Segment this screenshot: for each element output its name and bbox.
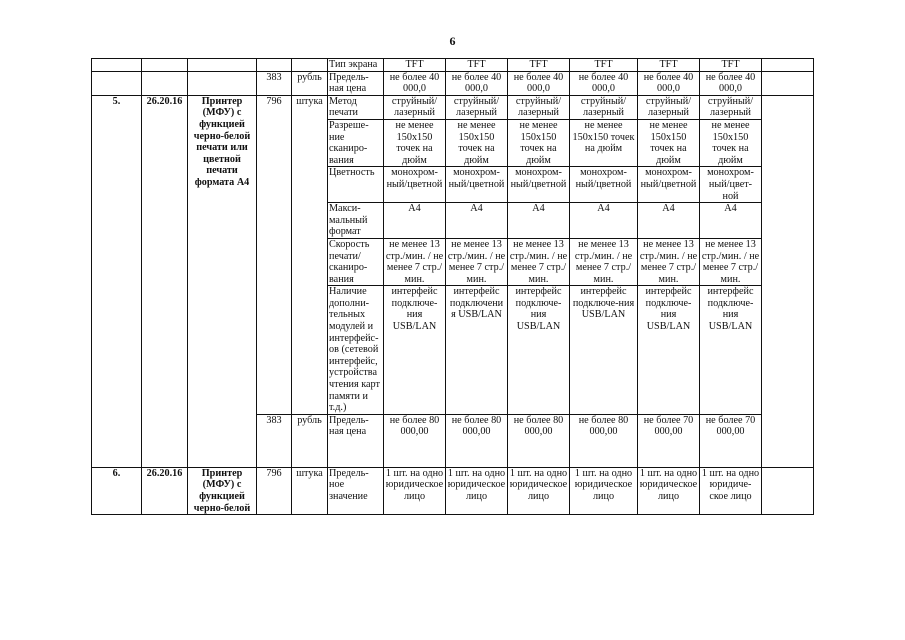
value-cell: струйный/ лазерный [700,95,762,119]
value-cell: не более 40 000,0 [570,71,638,95]
value-cell: TFT [446,59,508,72]
value-cell: А4 [446,203,508,239]
requirements-table [91,58,814,515]
value-cell: интерфейс подключе-ния USB/LAN [384,286,446,415]
item-name-cell: Принтер (МФУ) с функцией черно-белой [188,467,257,514]
value-cell: А4 [508,203,570,239]
value-cell: не более 80 000,00 [570,414,638,467]
value-cell: не более 70 000,00 [638,414,700,467]
table-row [92,95,814,119]
value-cell: интерфейс подключе-ния USB/LAN [570,286,638,415]
value-cell: не менее 13 стр./мин. / не менее 7 стр./мин. [570,238,638,285]
value-cell: не более 40 000,0 [700,71,762,95]
okei-code-cell: 383 [257,414,292,467]
value-cell: струйный/ лазерный [570,95,638,119]
characteristic-cell: Предель-ная цена [328,414,384,467]
value-cell: струйный/ лазерный [508,95,570,119]
value-cell: монохром-ный/цветной [638,167,700,203]
value-cell: не менее 150x150 точек на дюйм [508,119,570,166]
item-number-cell: 5. [92,95,142,467]
cell-empty [292,59,328,72]
value-cell: не более 40 000,0 [384,71,446,95]
value-cell: 1 шт. на одно юридическое лицо [638,467,700,514]
value-cell: не менее 150x150 точек на дюйм [384,119,446,166]
value-cell: интерфейс подключени я USB/LAN [446,286,508,415]
value-cell: монохром-ный/цветной [570,167,638,203]
value-cell: 1 шт. на одно юридическое лицо [570,467,638,514]
value-cell: А4 [700,203,762,239]
value-cell: TFT [700,59,762,72]
okpd-code-cell: 26.20.16 [142,95,188,467]
value-cell: TFT [384,59,446,72]
table-row [92,59,814,72]
okei-code-cell: 383 [257,71,292,95]
cell-empty [188,59,257,72]
item-number-cell: 6. [92,467,142,514]
value-cell: не более 80 000,00 [508,414,570,467]
value-cell: не менее 13 стр./мин. / не менее 7 стр./мин. [508,238,570,285]
page-number: 6 [449,34,456,48]
unit-cell: рубль [292,414,328,467]
characteristic-cell: Предель-ное значение [328,467,384,514]
value-cell: интерфейс подключе-ния USB/LAN [700,286,762,415]
value-cell: не менее 150x150 точек на дюйм [638,119,700,166]
table-row [92,467,814,514]
value-cell: струйный/ лазерный [446,95,508,119]
value-cell: интерфейс подключе-ния USB/LAN [638,286,700,415]
cell-empty [762,59,814,72]
value-cell: интерфейс подключе-ния USB/LAN [508,286,570,415]
table-row [92,71,814,95]
cell-empty [92,71,142,95]
value-cell: не менее 13 стр./мин. / не менее 7 стр./мин. [384,238,446,285]
value-cell: монохром-ный/цветной [384,167,446,203]
value-cell: TFT [570,59,638,72]
cell-empty [188,71,257,95]
value-cell: не более 40 000,0 [638,71,700,95]
characteristic-cell: Предель-ная цена [328,71,384,95]
cell-empty [257,59,292,72]
value-cell: струйный/ лазерный [384,95,446,119]
item-name-cell: Принтер (МФУ) с функцией черно-белой печати или цветной печати формата А4 [188,95,257,467]
characteristic-cell: Наличие дополни-тельных модулей и интерфейс-ов (сетевой интерфейс, устройства чтения карт памяти и т.д.) [328,286,384,415]
cell-empty [142,59,188,72]
value-cell: не более 40 000,0 [508,71,570,95]
okei-code-cell: 796 [257,467,292,514]
value-cell: А4 [638,203,700,239]
characteristic-cell: Разреше-ние сканиро-вания [328,119,384,166]
value-cell: не менее 150x150 точек на дюйм [446,119,508,166]
value-cell: не менее 13 стр./мин. / не менее 7 стр./мин. [638,238,700,285]
cell-empty [142,71,188,95]
value-cell: монохром-ный/цвет-ной [700,167,762,203]
cell-empty [762,71,814,95]
value-cell: А4 [384,203,446,239]
value-cell: TFT [508,59,570,72]
cell-empty [762,95,814,467]
characteristic-cell: Тип экрана [328,59,384,72]
okei-code-cell: 796 [257,95,292,414]
cell-empty [762,467,814,514]
characteristic-cell: Цветность [328,167,384,203]
value-cell: не более 80 000,00 [384,414,446,467]
okpd-code-cell: 26.20.16 [142,467,188,514]
value-cell: не более 70 000,00 [700,414,762,467]
characteristic-cell: Макси-мальный формат [328,203,384,239]
unit-cell: штука [292,467,328,514]
value-cell: 1 шт. на одно юридическое лицо [446,467,508,514]
unit-cell: штука [292,95,328,414]
value-cell: не менее 13 стр./мин. / не менее 7 стр./мин. [446,238,508,285]
cell-empty [92,59,142,72]
value-cell: монохром-ный/цветной [508,167,570,203]
value-cell: не менее 150x150 точек на дюйм [700,119,762,166]
characteristic-cell: Скорость печати/ сканиро-вания [328,238,384,285]
value-cell: 1 шт. на одно юридическое лицо [384,467,446,514]
value-cell: А4 [570,203,638,239]
value-cell: не менее 13 стр./мин. / не менее 7 стр./мин. [700,238,762,285]
value-cell: не более 80 000,00 [446,414,508,467]
value-cell: не менее 150x150 точек на дюйм [570,119,638,166]
value-cell: 1 шт. на одно юридиче-ское лицо [700,467,762,514]
value-cell: монохром-ный/цветной [446,167,508,203]
value-cell: струйный/ лазерный [638,95,700,119]
unit-cell: рубль [292,71,328,95]
value-cell: 1 шт. на одно юридическое лицо [508,467,570,514]
value-cell: не более 40 000,0 [446,71,508,95]
value-cell: TFT [638,59,700,72]
characteristic-cell: Метод печати [328,95,384,119]
